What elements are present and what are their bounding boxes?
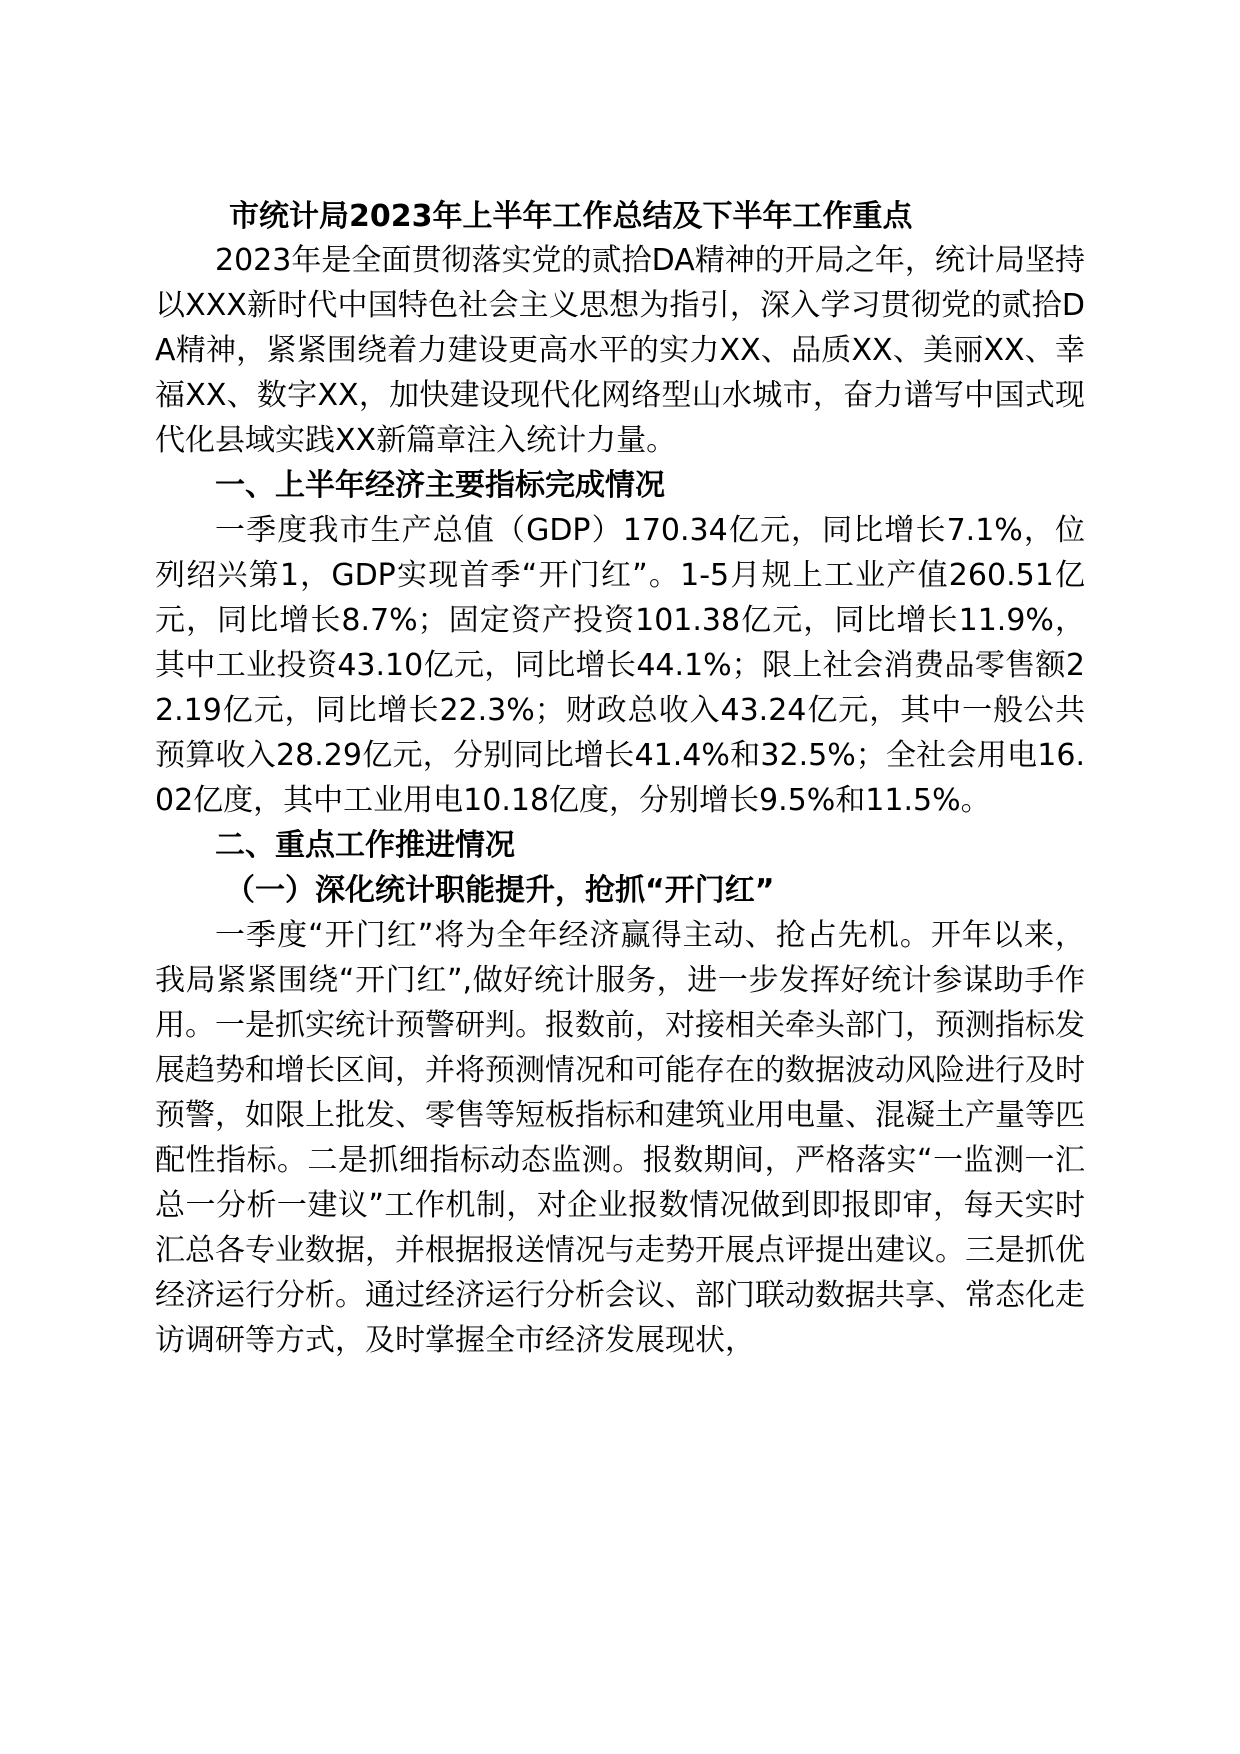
intro-paragraph: 2023年是全面贯彻落实党的贰拾DA精神的开局之年，统计局坚持以XXX新时代中国特色社会主义思想为指引，深入学习贯彻党的贰拾DA精神，紧紧围绕着力建设更高水平的实力XX、品质XX、美丽XX、幸福XX、数字XX，加快建设现代化网络型山水城市，奋力谱写中国式现代化县域实践XX新篇章注入统计力量。 — [155, 243, 1085, 458]
indicators-paragraph: 一季度我市生产总值（GDP）170.34亿元，同比增长7.1%，位列绍兴第1，GDP实现首季“开门红”。1-5月规上工业产值260.51亿元，同比增长8.7%；固定资产投资101.38亿元，同比增长11.9%，其中工业投资43.10亿元，同比增长44.1%；限上社会消费品零售额22.19亿元，同比增长22.3%；财政总收入43.24亿元，其中一般公共预算收入28.29亿元，分别同比增长41.4%和32.5%；全社会用电16.02亿度，其中工业用电10.18亿度，分别增长9.5%和11.5%。 — [155, 513, 1085, 818]
document-body — [155, 196, 1085, 1363]
statistics-function-paragraph: 一季度“开门红”将为全年经济赢得主动、抢占先机。开年以来，我局紧紧围绕“开门红”,做好统计服务，进一步发挥好统计参谋助手作用。一是抓实统计预警研判。报数前，对接相关牵头部门，预测指标发展趋势和增长区间，并将预测情况和可能存在的数据波动风险进行及时预警，如限上批发、零售等短板指标和建筑业用电量、混凝土产量等匹配性指标。二是抓细指标动态监测。报数期间，严格落实“一监测一汇总一分析一建议”工作机制，对企业报数情况做到即报即审，每天实时汇总各专业数据，并根据报送情况与走势开展点评提出建议。三是抓优经济运行分析。通过经济运行分析会议、部门联动数据共享、常态化走访调研等方式，及时掌握全市经济发展现状， — [155, 918, 1085, 1358]
section-heading-indicators: 一、上半年经济主要指标完成情况 — [215, 468, 665, 503]
document-title: 市统计局2023年上半年工作总结及下半年工作重点 — [229, 199, 913, 234]
section-heading-key-work: 二、重点工作推进情况 — [215, 828, 515, 863]
subsection-heading-statistics-function: （一）深化统计职能提升，抢抓“开门红” — [225, 873, 775, 908]
